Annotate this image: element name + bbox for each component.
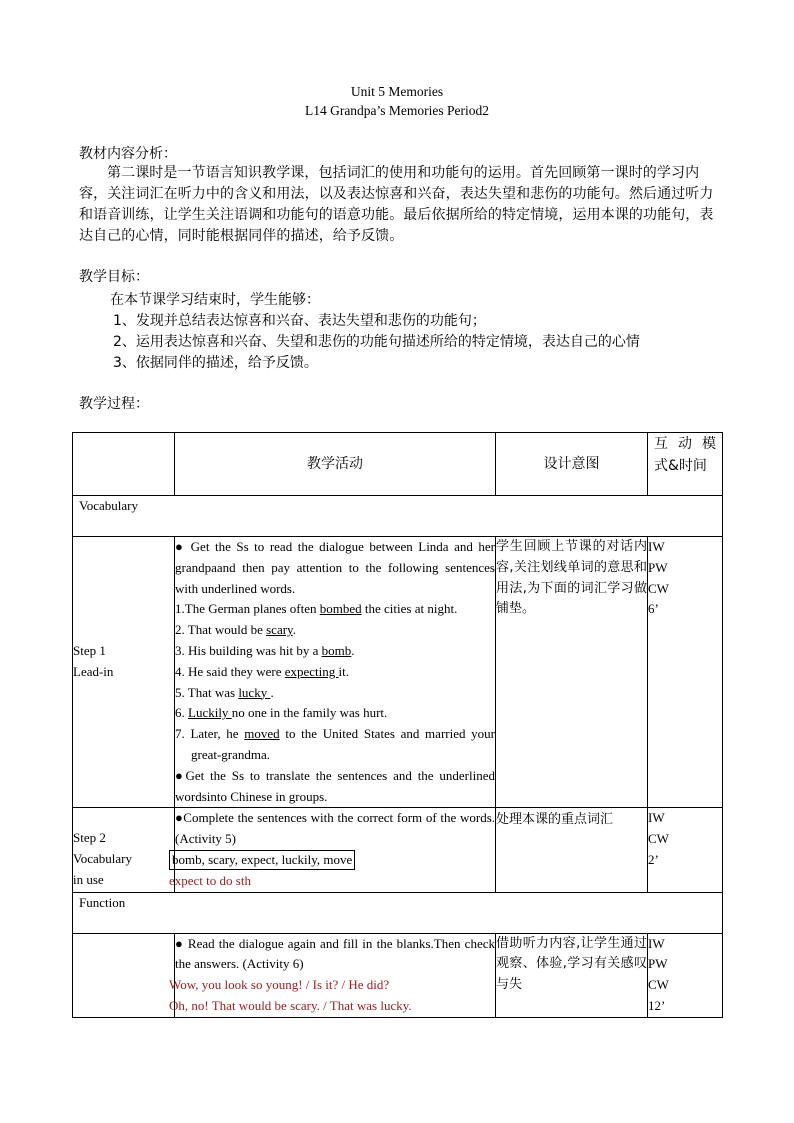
step2-note: expect to do sth xyxy=(169,872,251,888)
step1-sentence-3: 3. His building was hit by a bomb. xyxy=(175,642,355,658)
section-function-label: Function xyxy=(79,894,126,910)
header-intent-cell xyxy=(496,433,648,496)
step1-bullet-1: ● Get the Ss to read the dialogue between Linda and her grandpaand then pay attention to the following sentences with underlined words. xyxy=(175,539,495,596)
header-mode-cell xyxy=(648,433,723,496)
table-row-step3 xyxy=(73,933,723,1017)
objective-item-3: 3、依据同伴的描述，给予反馈。 xyxy=(113,355,318,371)
step1-modes: IW PW CW 6’ xyxy=(648,537,723,808)
section-vocabulary-label: Vocabulary xyxy=(79,498,138,513)
step1-activity-cell xyxy=(175,537,496,808)
step2-sublabel-2: in use xyxy=(73,871,104,887)
step1-sentence-6: 6. Luckily no one in the family was hurt. xyxy=(175,705,388,721)
objectives-heading: 教学目标： xyxy=(79,269,149,285)
step1-bullet-2: ●Get the Ss to translate the sentences and the underlined wordsinto Chinese in groups. xyxy=(175,767,495,804)
step1-intent: 学生回顾上节课的对话内容,关注划线单词的意思和用法,为下面的词汇学习做铺垫。 xyxy=(496,537,648,808)
step1-sentence-2: 2. That would be scary. xyxy=(175,622,296,638)
step2-label-cell xyxy=(73,808,175,892)
lesson-plan-table xyxy=(72,432,723,1018)
table-row-step1 xyxy=(73,537,723,808)
objective-item-1: 1、发现并总结表达惊喜和兴奋、表达失望和悲伤的功能句； xyxy=(113,313,486,329)
analysis-heading: 教材内容分析： xyxy=(79,146,177,162)
table-row-step2 xyxy=(73,808,723,892)
step2-intent: 处理本课的重点词汇 xyxy=(496,808,648,892)
step2-bullet: ●Complete the sentences with the correct form of the words. (Activity 5) xyxy=(175,810,495,847)
step3-activity-cell xyxy=(169,933,496,1017)
step2-modes: IW CW 2’ xyxy=(648,808,723,892)
step1-label-cell xyxy=(73,537,175,808)
process-heading: 教学过程： xyxy=(79,396,149,412)
step1-sentence-7: 7. Later, he moved to the United States and married your great-grandma. xyxy=(175,726,496,762)
header-mode: 互 动 模 式&时间 xyxy=(654,436,716,474)
header-activity-cell xyxy=(175,433,496,496)
step1-label: Step 1 xyxy=(73,643,106,658)
step2-label: Step 2 xyxy=(73,830,106,846)
header-step-cell xyxy=(73,433,175,496)
step3-red-line-1: Wow, you look so young! / Is it? / He did? xyxy=(169,977,390,993)
step3-intent: 借助听力内容,让学生通过观察、体验,学习有关感叹与失 xyxy=(496,933,648,1017)
step1-sublabel: Lead-in xyxy=(73,663,114,679)
step3-bullet: ● Read the dialogue again and fill in the blanks.Then check the answers. (Activity 6) xyxy=(175,935,495,972)
lesson-title: L14 Grandpa’s Memories Period2 xyxy=(304,103,490,118)
step3-modes: IW PW CW 12’ xyxy=(648,933,723,1017)
header-activity: 教学活动 xyxy=(307,455,363,472)
step1-sentence-1: 1.The German planes often bombed the cities at night. xyxy=(175,601,458,617)
unit-title: Unit 5 Memories xyxy=(350,84,444,99)
step3-red-line-2: Oh, no! That would be scary. / That was lucky. xyxy=(169,997,412,1013)
table-header-row xyxy=(73,433,723,496)
step1-sentence-5: 5. That was lucky . xyxy=(175,684,274,700)
word-bank-box: bomb, scary, expect, luckily, move xyxy=(169,850,355,870)
analysis-text: 第二课时是一节语言知识教学课，包括词汇的使用和功能句的运用。首先回顾第一课时的学习内容，关注词汇在听力中的含义和用法，以及表达惊喜和兴奋，表达失望和悲伤的功能句。然后通过听力和语音训练，让学生关注语调和功能句的语意功能。最后依据所给的特定情境，运用本课的功能句，表达自己的心情，同时能根据同伴的描述，给予反馈。 xyxy=(79,165,714,244)
step2-activity-cell xyxy=(169,808,496,892)
header-intent: 设计意图 xyxy=(543,455,600,472)
step2-sublabel: Vocabulary xyxy=(73,851,132,867)
step3-label-cell xyxy=(73,933,175,1017)
section-row-function xyxy=(73,892,723,933)
objective-item-2: 2、运用表达惊喜和兴奋、失望和悲伤的功能句描述所给的特定情境，表达自己的心情 xyxy=(113,334,640,350)
objectives-intro: 在本节课学习结束时，学生能够： xyxy=(110,292,320,308)
section-row-vocabulary xyxy=(73,496,723,537)
step1-sentence-4: 4. He said they were expecting it. xyxy=(175,663,350,679)
